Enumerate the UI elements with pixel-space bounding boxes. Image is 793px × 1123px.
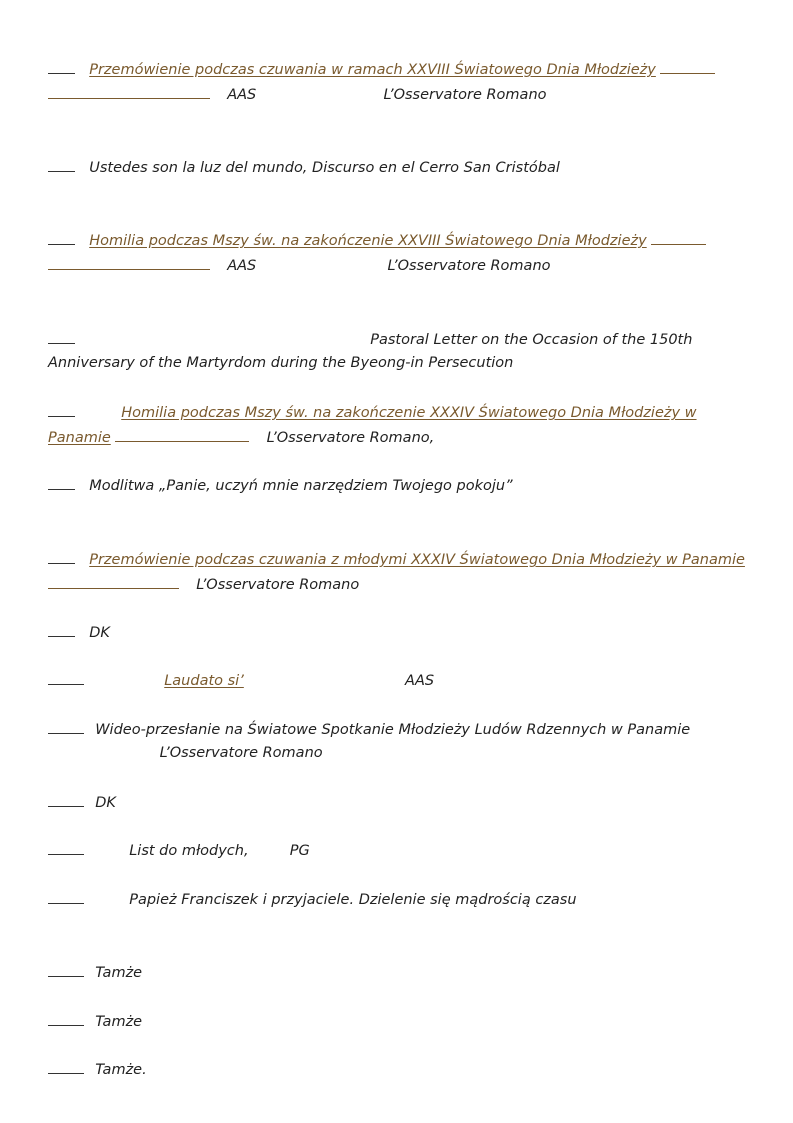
- footnote-8: [48, 622, 110, 640]
- footnote-text: Wideo-przesłanie na Światowe Spotkanie Młodzieży Ludów Rdzennych w Panamie: [95, 722, 691, 738]
- link-trail-line: [660, 59, 715, 74]
- footnote-number-blank: [48, 475, 75, 490]
- source-osservatore: L’Osservatore Romano,: [266, 430, 435, 446]
- footnote-3-continuation: [48, 255, 551, 273]
- footnote-link[interactable]: Homilia podczas Mszy św. na zakończenie XXXIV Światowego Dnia Młodzieży w: [121, 405, 697, 421]
- footnote-text: DK: [89, 625, 110, 641]
- footnote-number-blank: [48, 59, 75, 74]
- source-pg: PG: [289, 843, 310, 859]
- footnote-text: Tamże: [95, 1014, 143, 1030]
- source-osservatore: L’Osservatore Romano: [196, 577, 360, 593]
- footnote-number-blank: [48, 792, 84, 807]
- source-aas: AAS: [405, 673, 435, 689]
- footnote-link[interactable]: Przemówienie podczas czuwania z młodymi XXXIV Światowego Dnia Młodzieży w Panamie: [89, 552, 745, 568]
- footnote-link[interactable]: Homilia podczas Mszy św. na zakończenie XXVIII Światowego Dnia Młodzieży: [89, 233, 647, 249]
- footnote-16: [48, 1059, 147, 1077]
- footnote-number-blank: [48, 962, 84, 977]
- footnote-9: [48, 670, 434, 688]
- footnote-6: [48, 475, 513, 493]
- footnote-text: Pastoral Letter on the Occasion of the 150th: [370, 332, 693, 348]
- footnote-4-continuation: [48, 354, 513, 372]
- footnote-text: DK: [95, 795, 116, 811]
- footnote-text: Tamże.: [95, 1062, 147, 1078]
- link-trail-line: [48, 255, 210, 270]
- footnote-number-blank: [48, 840, 84, 855]
- footnote-12: [48, 840, 310, 858]
- footnote-2: [48, 157, 560, 175]
- footnote-10: [48, 719, 690, 737]
- source-aas: AAS: [227, 87, 257, 103]
- footnote-5: [48, 402, 697, 420]
- link-trail-line: [48, 84, 210, 99]
- footnote-10-continuation: [48, 744, 323, 762]
- source-osservatore: L’Osservatore Romano: [383, 87, 547, 103]
- source-osservatore: L’Osservatore Romano: [159, 745, 323, 761]
- footnote-link[interactable]: Panamie: [48, 430, 111, 446]
- footnote-text: List do młodych,: [129, 843, 249, 859]
- footnote-7-continuation: [48, 574, 359, 592]
- link-trail-line: [48, 574, 179, 589]
- footnote-number-blank: [48, 622, 75, 637]
- footnote-number-blank: [48, 719, 84, 734]
- footnote-number-blank: [48, 889, 84, 904]
- footnote-text: Tamże: [95, 965, 143, 981]
- footnote-11: [48, 792, 116, 810]
- footnote-1: [48, 59, 715, 77]
- footnote-text: Modlitwa „Panie, uczyń mnie narzędziem Twojego pokoju”: [89, 478, 513, 494]
- source-osservatore: L’Osservatore Romano: [387, 258, 551, 274]
- footnote-number-blank: [48, 670, 84, 685]
- link-trail-line: [115, 427, 249, 442]
- footnote-number-blank: [48, 402, 75, 417]
- footnote-link[interactable]: Laudato si’: [164, 673, 244, 689]
- footnote-text: Papież Franciszek i przyjaciele. Dzielenie się mądrością czasu: [129, 892, 577, 908]
- footnote-number-blank: [48, 157, 75, 172]
- source-aas: AAS: [227, 258, 257, 274]
- footnote-14: [48, 962, 142, 980]
- footnote-link[interactable]: Przemówienie podczas czuwania w ramach XXVIII Światowego Dnia Młodzieży: [89, 62, 656, 78]
- footnote-number-blank: [48, 1011, 84, 1026]
- footnote-3: [48, 230, 706, 248]
- footnote-number-blank: [48, 329, 75, 344]
- footnote-number-blank: [48, 549, 75, 564]
- footnote-15: [48, 1011, 142, 1029]
- footnote-13: [48, 889, 577, 907]
- footnote-7: [48, 549, 745, 567]
- footnote-number-blank: [48, 230, 75, 245]
- link-trail-line: [651, 230, 706, 245]
- footnote-4: [48, 329, 692, 347]
- footnote-5-continuation: [48, 427, 434, 445]
- footnote-text: Anniversary of the Martyrdom during the Byeong-in Persecution: [48, 355, 514, 371]
- footnote-text: Ustedes son la luz del mundo, Discurso en el Cerro San Cristóbal: [89, 160, 560, 176]
- footnote-1-continuation: [48, 84, 547, 102]
- footnote-number-blank: [48, 1059, 84, 1074]
